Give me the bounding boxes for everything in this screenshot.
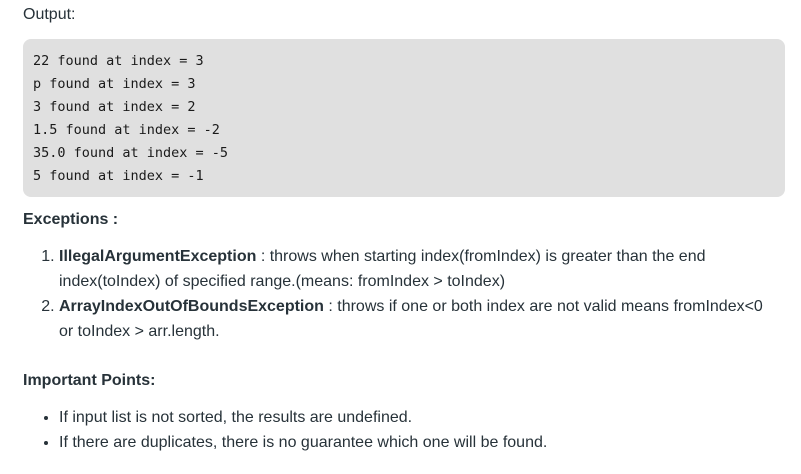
code-line: 5 found at index = -1 bbox=[33, 168, 204, 184]
exception-name: ArrayIndexOutOfBoundsException bbox=[59, 298, 324, 315]
exceptions-heading: Exceptions : bbox=[23, 211, 119, 228]
code-line: 35.0 found at index = -5 bbox=[33, 145, 229, 161]
list-item bbox=[59, 294, 773, 344]
code-line: p found at index = 3 bbox=[33, 76, 196, 92]
exceptions-list bbox=[23, 244, 773, 344]
list-item bbox=[59, 244, 773, 294]
list-item: • If there are duplicates, there is no guarantee which one will be found. bbox=[59, 430, 773, 455]
exception-description: : throws if one or both index are not valid means fromIndex<0 or toIndex > arr.length. bbox=[59, 298, 763, 340]
important-points-list bbox=[23, 405, 773, 455]
important-points-heading: Important Points: bbox=[23, 372, 156, 389]
exception-name: IllegalArgumentException bbox=[59, 248, 257, 265]
output-label: Output: bbox=[23, 6, 76, 23]
code-line: 22 found at index = 3 bbox=[33, 53, 204, 69]
list-item: • If input list is not sorted, the results are undefined. bbox=[59, 405, 773, 430]
exception-description: : throws when starting index(fromIndex) is greater than the end index(toIndex) of specified range.(means: fromIndex > toIndex) bbox=[59, 248, 706, 290]
code-line: 1.5 found at index = -2 bbox=[33, 122, 220, 138]
code-line: 3 found at index = 2 bbox=[33, 99, 196, 115]
output-code-block bbox=[23, 39, 785, 197]
